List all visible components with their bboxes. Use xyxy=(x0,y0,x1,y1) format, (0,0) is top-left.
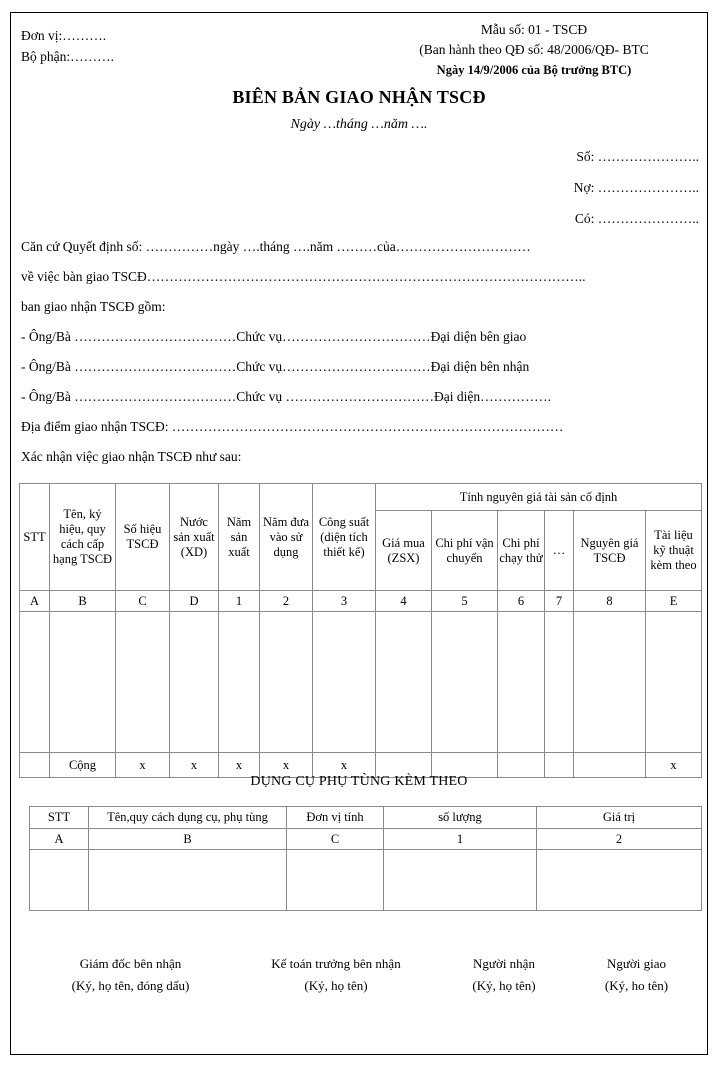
credit-account-field: Có: ………………….. xyxy=(574,211,699,226)
acc-col-header-name: Tên,quy cách dụng cụ, phụ tùng xyxy=(89,807,287,829)
column-code-row xyxy=(20,591,702,612)
participants-intro: ban giao nhận TSCĐ gồm: xyxy=(21,299,166,314)
acc-col-header-quantity: số lượng xyxy=(384,807,537,829)
accessories-section-title: DỤNG CỤ PHỤ TÙNG KÈM THEO xyxy=(250,774,468,789)
cell-transport[interactable] xyxy=(432,612,498,753)
debit-account-field: Nợ: ………………….. xyxy=(573,180,699,195)
organization-block xyxy=(21,25,114,67)
col-header-technical-docs: Tài liệu kỹ thuật kèm theo xyxy=(646,511,702,591)
table-row[interactable] xyxy=(20,612,702,753)
unit-label: Đơn vị:………. xyxy=(21,28,107,43)
col-code: 1 xyxy=(219,591,260,612)
col-header-stt: STT xyxy=(20,484,50,591)
participant-line-2: - Ông/Bà ………………………………Chức vụ……………………………Đại diện bên nhận xyxy=(21,359,530,374)
col-header-year-use: Năm đưa vào sử dụng xyxy=(260,484,313,591)
col-code: A xyxy=(20,591,50,612)
document-date-line: Ngày …tháng …năm …. xyxy=(290,117,428,132)
acc-col-code: C xyxy=(287,829,384,850)
total-cell: x xyxy=(219,753,260,778)
participant-line-1: - Ông/Bà ………………………………Chức vụ……………………………Đại diện bên giao xyxy=(21,329,527,344)
cell-capacity[interactable] xyxy=(313,612,376,753)
acc-col-header-unit: Đơn vị tính xyxy=(287,807,384,829)
acc-cell-value[interactable] xyxy=(537,850,702,911)
page-title: BIÊN BẢN GIAO NHẬN TSCĐ xyxy=(232,87,486,107)
total-label: Cộng xyxy=(50,753,116,778)
form-reference-block xyxy=(369,20,699,80)
col-header-transport: Chi phí vận chuyển xyxy=(432,511,498,591)
total-cell: x xyxy=(260,753,313,778)
table-row[interactable] xyxy=(30,850,702,911)
signature-role: Giám đốc bên nhận xyxy=(79,956,182,971)
cell-testrun[interactable] xyxy=(498,612,545,753)
col-code: 4 xyxy=(376,591,432,612)
col-header-country: Nước sản xuất (XD) xyxy=(170,484,219,591)
body-text xyxy=(21,238,691,481)
col-code: 2 xyxy=(260,591,313,612)
col-header-serial: Số hiệu TSCĐ xyxy=(116,484,170,591)
col-header-original-cost: Nguyên giá TSCĐ xyxy=(574,511,646,591)
signature-receiver xyxy=(434,953,574,997)
signature-block xyxy=(23,953,699,997)
col-header-other: … xyxy=(545,511,574,591)
location-line: Địa điểm giao nhận TSCĐ: …………………………………………………………………………… xyxy=(21,419,564,434)
col-code: 6 xyxy=(498,591,545,612)
handover-subject-line: về việc bàn giao TSCĐ…………………………………………………………………………………….. xyxy=(21,269,586,284)
acc-col-code: A xyxy=(30,829,89,850)
acc-col-code: B xyxy=(89,829,287,850)
department-label: Bộ phận:………. xyxy=(21,49,114,64)
acc-col-code: 1 xyxy=(384,829,537,850)
decision-line: Căn cứ Quyết định số: ……………ngày ….tháng ….năm ………của………………………… xyxy=(21,239,531,254)
cell-serial[interactable] xyxy=(116,612,170,753)
cell-stt[interactable] xyxy=(20,612,50,753)
signature-role: Người nhận xyxy=(473,956,535,971)
col-header-capacity: Công suất (diện tích thiết kế) xyxy=(313,484,376,591)
col-header-price: Giá mua (ZSX) xyxy=(376,511,432,591)
signature-note: (Ký, họ tên) xyxy=(472,978,536,993)
issued-under: (Ban hành theo QĐ số: 48/2006/QĐ- BTC xyxy=(419,42,649,57)
col-code: D xyxy=(170,591,219,612)
acc-cell-quantity[interactable] xyxy=(384,850,537,911)
form-number: Mẫu số: 01 - TSCĐ xyxy=(480,22,588,37)
voucher-reference-block xyxy=(399,141,699,234)
confirmation-line: Xác nhận việc giao nhận TSCĐ như sau: xyxy=(21,449,242,464)
form-page xyxy=(10,12,708,1055)
total-cell: x xyxy=(646,753,702,778)
col-code: 7 xyxy=(545,591,574,612)
issued-date: Ngày 14/9/2006 của Bộ trưởng BTC) xyxy=(436,63,632,77)
signature-role: Người giao xyxy=(606,956,667,971)
col-code: 3 xyxy=(313,591,376,612)
accessories-table xyxy=(29,806,702,911)
total-cell: x xyxy=(116,753,170,778)
cell-price[interactable] xyxy=(376,612,432,753)
participant-line-3: - Ông/Bà ………………………………Chức vụ ……………………………Đại diện……………. xyxy=(21,389,552,404)
col-header-name: Tên, ký hiệu, quy cách cấp hạng TSCĐ xyxy=(50,484,116,591)
cell-year-made[interactable] xyxy=(219,612,260,753)
acc-col-code: 2 xyxy=(537,829,702,850)
cell-year-use[interactable] xyxy=(260,612,313,753)
signature-role: Kế toán trưởng bên nhận xyxy=(271,956,401,971)
signature-note: (Ký, ho tên) xyxy=(604,978,669,993)
acc-col-header-value: Giá trị xyxy=(537,807,702,829)
signature-note: (Ký, họ tên) xyxy=(304,978,368,993)
cell-other[interactable] xyxy=(545,612,574,753)
col-code: E xyxy=(646,591,702,612)
signature-note: (Ký, họ tên, đóng dấu) xyxy=(71,978,190,993)
voucher-number-field: Số: ………………….. xyxy=(576,149,699,164)
cell-original-cost[interactable] xyxy=(574,612,646,753)
total-cell: x xyxy=(313,753,376,778)
total-cell: x xyxy=(170,753,219,778)
col-code: 5 xyxy=(432,591,498,612)
cell-technical-docs[interactable] xyxy=(646,612,702,753)
col-code: C xyxy=(116,591,170,612)
cell-name[interactable] xyxy=(50,612,116,753)
fixed-asset-table xyxy=(19,483,702,778)
cell-country[interactable] xyxy=(170,612,219,753)
col-header-testrun: Chi phí chạy thử xyxy=(498,511,545,591)
acc-col-header-stt: STT xyxy=(30,807,89,829)
acc-cell-unit[interactable] xyxy=(287,850,384,911)
col-group-header-original-cost: Tính nguyên giá tài sản cố định xyxy=(376,484,702,511)
signature-director xyxy=(23,953,238,997)
acc-cell-name[interactable] xyxy=(89,850,287,911)
signature-chief-accountant xyxy=(238,953,434,997)
col-header-year-made: Năm sản xuất xyxy=(219,484,260,591)
col-code: 8 xyxy=(574,591,646,612)
acc-column-code-row xyxy=(30,829,702,850)
signature-deliverer xyxy=(574,953,699,997)
col-code: B xyxy=(50,591,116,612)
acc-cell-stt[interactable] xyxy=(30,850,89,911)
